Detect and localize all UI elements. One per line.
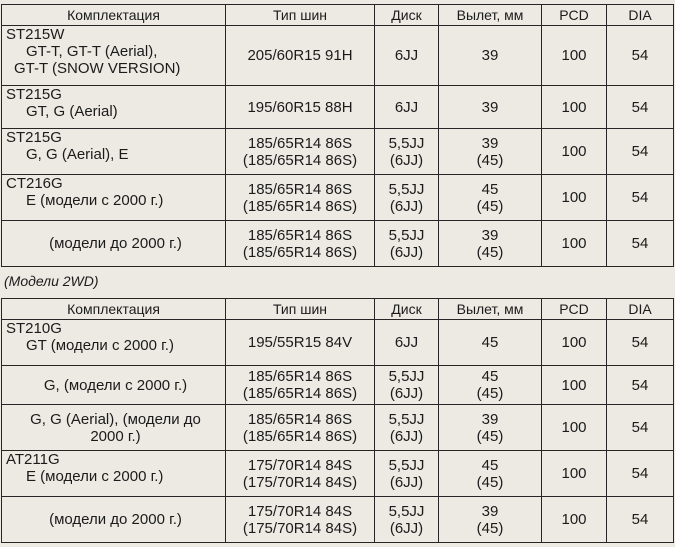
tire-cell <box>226 405 375 451</box>
model-code: ST215W <box>6 26 65 43</box>
disk-cell: 6JJ <box>375 320 439 366</box>
disk-alt-value: (6JJ) <box>389 151 424 169</box>
offset-value: 39 <box>481 134 499 152</box>
offset-alt-value: (45) <box>476 473 504 491</box>
tire-cell <box>226 221 375 267</box>
model-code: ST215G <box>6 129 62 146</box>
table-row <box>2 129 674 175</box>
config-cell <box>2 366 226 405</box>
disk-cell <box>375 451 439 497</box>
table-row <box>2 221 674 267</box>
trim-line: (модели до 2000 г.) <box>49 511 182 528</box>
tire-cell <box>226 366 375 405</box>
disk-value: 5,5JJ <box>388 226 425 244</box>
config-cell <box>2 129 226 175</box>
trim-line: GT-T, GT-T (Aerial), <box>26 43 158 60</box>
header-pcd: PCD <box>542 5 607 26</box>
header-tire: Тип шин <box>226 299 375 320</box>
tire-cell: 205/60R15 91H <box>226 26 375 86</box>
dia-cell: 54 <box>607 451 674 497</box>
disk-cell: 6JJ <box>375 86 439 129</box>
tire-alt-value: (185/65R14 86S) <box>242 427 358 445</box>
offset-value: 39 <box>481 410 499 428</box>
disk-alt-value: (6JJ) <box>389 243 424 261</box>
table-header-row <box>2 299 674 320</box>
config-cell <box>2 451 226 497</box>
model-code: CT216G <box>6 175 63 192</box>
table-row <box>2 86 674 129</box>
tire-cell <box>226 451 375 497</box>
table-header-row <box>2 5 674 26</box>
pcd-cell: 100 <box>542 129 607 175</box>
offset-cell: 39 <box>439 86 542 129</box>
config-cell <box>2 497 226 543</box>
disk-alt-value: (6JJ) <box>389 385 424 402</box>
tire-alt-value: (185/65R14 86S) <box>242 243 358 261</box>
config-cell <box>2 221 226 267</box>
disk-alt-value: (6JJ) <box>389 473 424 491</box>
pcd-cell: 100 <box>542 221 607 267</box>
trim-line: G, (модели с 2000 г.) <box>43 376 188 394</box>
pcd-cell: 100 <box>542 405 607 451</box>
tire-cell: 195/60R15 88H <box>226 86 375 129</box>
table-row <box>2 26 674 86</box>
disk-value: 5,5JJ <box>388 180 425 198</box>
pcd-cell: 100 <box>542 451 607 497</box>
disk-value: 5,5JJ <box>388 456 425 474</box>
tire-alt-value: (185/65R14 86S) <box>242 151 358 169</box>
tire-cell: 195/55R15 84V <box>226 320 375 366</box>
config-cell <box>2 320 226 366</box>
disk-alt-value: (6JJ) <box>389 427 424 445</box>
offset-value: 45 <box>481 180 499 198</box>
disk-alt-value: (6JJ) <box>389 197 424 215</box>
dia-cell: 54 <box>607 175 674 221</box>
pcd-cell: 100 <box>542 86 607 129</box>
header-offset: Вылет, мм <box>439 299 542 320</box>
tire-alt-value: (185/65R14 86S) <box>242 197 358 215</box>
disk-cell <box>375 405 439 451</box>
tire-value: 185/65R14 86S <box>247 368 353 385</box>
tire-spec-table-1 <box>1 4 674 267</box>
tire-value: 175/70R14 84S <box>247 456 353 474</box>
tire-value: 175/70R14 84S <box>247 502 353 520</box>
config-cell <box>2 175 226 221</box>
dia-cell: 54 <box>607 129 674 175</box>
tire-cell <box>226 175 375 221</box>
tire-alt-value: (175/70R14 84S) <box>242 473 358 491</box>
dia-cell: 54 <box>607 366 674 405</box>
offset-alt-value: (45) <box>476 519 504 537</box>
dia-cell: 54 <box>607 221 674 267</box>
header-tire: Тип шин <box>226 5 375 26</box>
model-code: ST210G <box>6 320 62 337</box>
disk-cell: 6JJ <box>375 26 439 86</box>
dia-cell: 54 <box>607 497 674 543</box>
disk-alt-value: (6JJ) <box>389 519 424 537</box>
offset-value: 45 <box>481 368 499 385</box>
offset-cell <box>439 175 542 221</box>
offset-alt-value: (45) <box>476 243 504 261</box>
disk-cell <box>375 497 439 543</box>
dia-cell: 54 <box>607 405 674 451</box>
offset-value: 39 <box>481 502 499 520</box>
offset-alt-value: (45) <box>476 427 504 445</box>
disk-value: 5,5JJ <box>388 134 425 152</box>
offset-alt-value: (45) <box>476 385 504 402</box>
disk-cell <box>375 175 439 221</box>
offset-alt-value: (45) <box>476 151 504 169</box>
pcd-cell: 100 <box>542 175 607 221</box>
tire-value: 185/65R14 86S <box>247 134 353 152</box>
tire-value: 185/65R14 86S <box>247 410 353 428</box>
disk-cell <box>375 366 439 405</box>
trim-line: G, G (Aerial), (модели до <box>30 410 201 428</box>
tire-alt-value: (175/70R14 84S) <box>242 519 358 537</box>
offset-cell <box>439 221 542 267</box>
header-pcd: PCD <box>542 299 607 320</box>
dia-cell: 54 <box>607 86 674 129</box>
header-config: Комплектация <box>2 5 226 26</box>
section-label: (Модели 2WD) <box>4 273 99 289</box>
offset-cell: 39 <box>439 26 542 86</box>
disk-cell <box>375 129 439 175</box>
dia-cell: 54 <box>607 320 674 366</box>
offset-cell: 45 <box>439 320 542 366</box>
config-cell <box>2 26 226 86</box>
table-row <box>2 320 674 366</box>
trim-line: 2000 г.) <box>90 427 141 445</box>
model-code: AT211G <box>6 451 60 468</box>
disk-cell <box>375 221 439 267</box>
disk-value: 5,5JJ <box>388 368 425 385</box>
header-dia: DIA <box>607 299 674 320</box>
trim-line: E (модели с 2000 г.) <box>26 468 164 485</box>
config-cell <box>2 86 226 129</box>
table-row <box>2 175 674 221</box>
header-offset: Вылет, мм <box>439 5 542 26</box>
pcd-cell: 100 <box>542 497 607 543</box>
table-row <box>2 451 674 497</box>
config-cell <box>2 405 226 451</box>
offset-value: 45 <box>481 456 499 474</box>
tire-spec-table-2 <box>1 298 674 543</box>
offset-alt-value: (45) <box>476 197 504 215</box>
trim-line: (модели до 2000 г.) <box>49 235 182 252</box>
pcd-cell: 100 <box>542 366 607 405</box>
table-row <box>2 366 674 405</box>
trim-line: GT (модели с 2000 г.) <box>26 337 174 354</box>
tire-value: 185/65R14 86S <box>247 180 353 198</box>
disk-value: 5,5JJ <box>388 410 425 428</box>
offset-cell <box>439 405 542 451</box>
offset-cell <box>439 129 542 175</box>
disk-value: 5,5JJ <box>388 502 425 520</box>
tire-cell <box>226 497 375 543</box>
dia-cell: 54 <box>607 26 674 86</box>
model-code: ST215G <box>6 86 62 103</box>
pcd-cell: 100 <box>542 320 607 366</box>
trim-line: G, G (Aerial), E <box>26 146 129 163</box>
header-disk: Диск <box>375 299 439 320</box>
table-row <box>2 497 674 543</box>
offset-cell <box>439 497 542 543</box>
table-row <box>2 405 674 451</box>
tire-alt-value: (185/65R14 86S) <box>242 385 358 402</box>
tire-cell <box>226 129 375 175</box>
trim-line: E (модели с 2000 г.) <box>26 192 164 209</box>
offset-cell <box>439 366 542 405</box>
header-disk: Диск <box>375 5 439 26</box>
trim-line: GT, G (Aerial) <box>26 103 118 120</box>
trim-line: GT-T (SNOW VERSION) <box>14 60 181 77</box>
pcd-cell: 100 <box>542 26 607 86</box>
offset-value: 39 <box>481 226 499 244</box>
tire-value: 185/65R14 86S <box>247 226 353 244</box>
header-dia: DIA <box>607 5 674 26</box>
offset-cell <box>439 451 542 497</box>
header-config: Комплектация <box>2 299 226 320</box>
